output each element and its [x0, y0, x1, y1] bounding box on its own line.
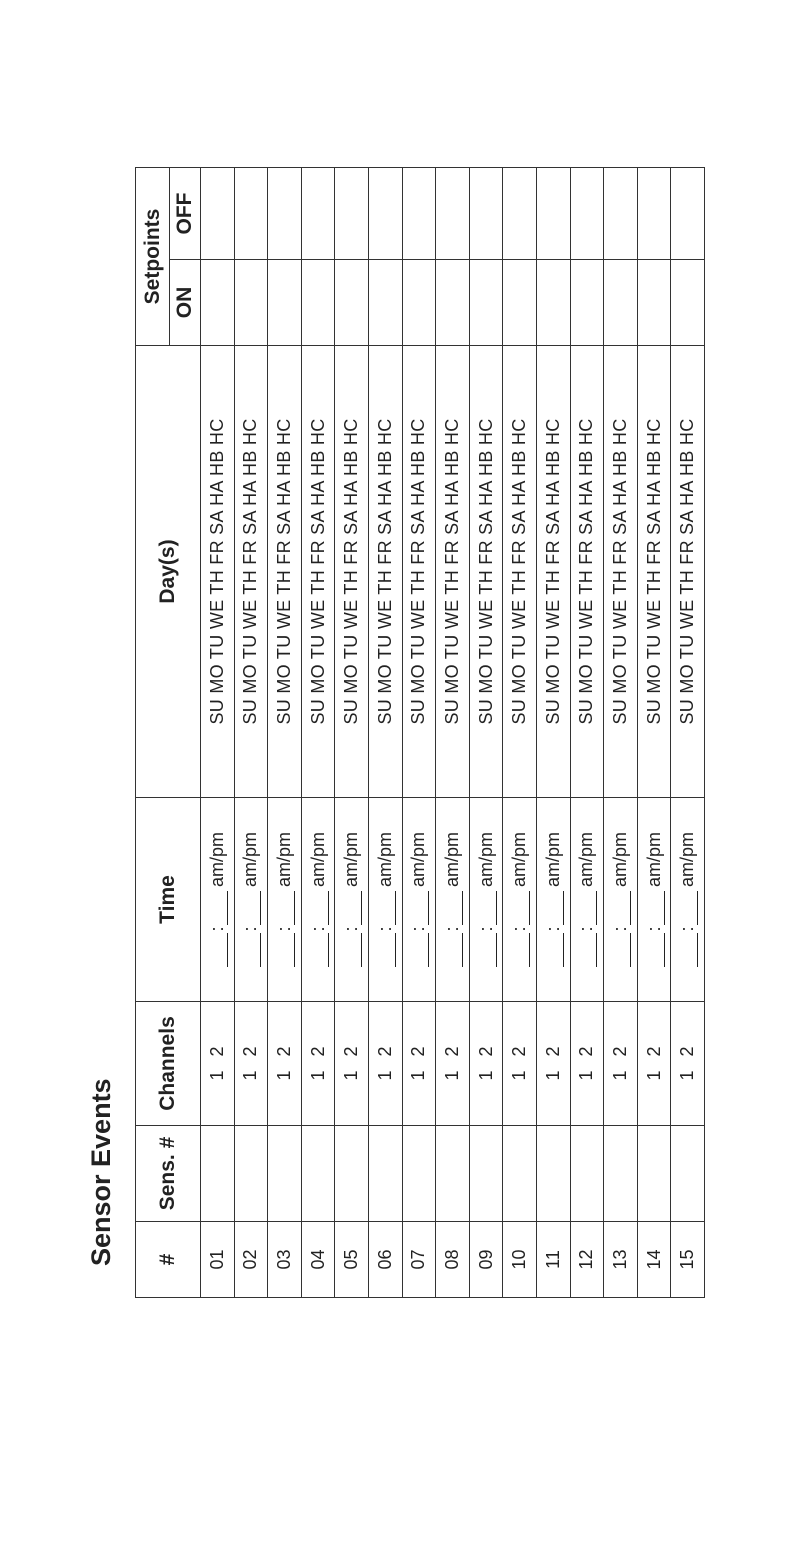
- row-number: 12: [570, 1222, 604, 1298]
- sensor-number-field[interactable]: [570, 1126, 604, 1222]
- table-row: [604, 167, 638, 1297]
- row-number: 07: [402, 1222, 436, 1298]
- setpoint-on-field[interactable]: [671, 260, 705, 346]
- channels-cell: [436, 1002, 470, 1126]
- table-row: [570, 167, 604, 1297]
- sensor-number-field[interactable]: [604, 1126, 638, 1222]
- row-number: 04: [301, 1222, 335, 1298]
- table-row: [368, 167, 402, 1297]
- table-row: [469, 167, 503, 1297]
- setpoint-on-field[interactable]: [201, 260, 235, 346]
- time-separator: :: [374, 926, 395, 932]
- time-separator: :: [643, 926, 664, 932]
- channel-2-option[interactable]: 2: [609, 1046, 630, 1057]
- channel-2-option[interactable]: 2: [441, 1046, 462, 1057]
- time-minute-field[interactable]: [480, 891, 497, 925]
- channel-1-option[interactable]: 1: [542, 1070, 563, 1081]
- channel-1-option[interactable]: 1: [475, 1070, 496, 1081]
- days-options[interactable]: SU MO TU WE TH FR SA HA HB HC: [301, 346, 335, 798]
- time-cell: [570, 798, 604, 1002]
- setpoint-off-field[interactable]: [335, 167, 369, 259]
- time-hour-field[interactable]: [648, 933, 665, 967]
- time-minute-field[interactable]: [412, 891, 429, 925]
- channel-2-option[interactable]: 2: [273, 1046, 294, 1057]
- channel-1-option[interactable]: 1: [240, 1070, 261, 1081]
- channels-cell: [335, 1002, 369, 1126]
- setpoint-off-field[interactable]: [469, 167, 503, 259]
- channel-1-option[interactable]: 1: [643, 1070, 664, 1081]
- time-ampm-label[interactable]: am/pm: [677, 832, 698, 888]
- time-cell: [637, 798, 671, 1002]
- sensor-number-field[interactable]: [234, 1126, 268, 1222]
- time-hour-field[interactable]: [547, 933, 564, 967]
- setpoint-off-field[interactable]: [436, 167, 470, 259]
- row-number: 06: [368, 1222, 402, 1298]
- time-cell: [335, 798, 369, 1002]
- channels-cell: [570, 1002, 604, 1126]
- setpoint-on-field[interactable]: [570, 260, 604, 346]
- channels-cell: [671, 1002, 705, 1126]
- setpoint-off-field[interactable]: [368, 167, 402, 259]
- time-minute-field[interactable]: [345, 891, 362, 925]
- sensor-number-field[interactable]: [503, 1126, 537, 1222]
- form-title: Sensor Events: [86, 1078, 116, 1266]
- days-options[interactable]: SU MO TU WE TH FR SA HA HB HC: [503, 346, 537, 798]
- time-minute-field[interactable]: [312, 891, 329, 925]
- time-separator: :: [542, 926, 563, 932]
- setpoint-off-field[interactable]: [503, 167, 537, 259]
- time-separator: :: [240, 926, 261, 932]
- table-row: [536, 167, 570, 1297]
- time-cell: [469, 798, 503, 1002]
- channels-cell: [469, 1002, 503, 1126]
- time-separator: :: [408, 926, 429, 932]
- time-cell: [368, 798, 402, 1002]
- time-ampm-label[interactable]: am/pm: [240, 832, 261, 888]
- time-minute-field[interactable]: [648, 891, 665, 925]
- time-cell: [201, 798, 235, 1002]
- time-separator: :: [341, 926, 362, 932]
- time-minute-field[interactable]: [547, 891, 564, 925]
- channels-cell: [503, 1002, 537, 1126]
- time-hour-field[interactable]: [244, 933, 261, 967]
- setpoint-on-field[interactable]: [637, 260, 671, 346]
- days-options[interactable]: SU MO TU WE TH FR SA HA HB HC: [536, 346, 570, 798]
- setpoint-off-field[interactable]: [301, 167, 335, 259]
- sensor-number-field[interactable]: [201, 1126, 235, 1222]
- setpoint-on-field[interactable]: [368, 260, 402, 346]
- time-cell: [671, 798, 705, 1002]
- time-cell: [436, 798, 470, 1002]
- table-row: [436, 167, 470, 1297]
- time-hour-field[interactable]: [379, 933, 396, 967]
- time-minute-field[interactable]: [244, 891, 261, 925]
- sensor-events-table: [135, 167, 705, 1298]
- sensor-number-field[interactable]: [268, 1126, 302, 1222]
- setpoint-off-field[interactable]: [604, 167, 638, 259]
- channel-1-option[interactable]: 1: [206, 1070, 227, 1081]
- time-separator: :: [307, 926, 328, 932]
- channels-cell: [201, 1002, 235, 1126]
- time-cell: [234, 798, 268, 1002]
- setpoint-on-field[interactable]: [469, 260, 503, 346]
- channel-1-option[interactable]: 1: [576, 1070, 597, 1081]
- time-minute-field[interactable]: [580, 891, 597, 925]
- time-ampm-label[interactable]: am/pm: [475, 832, 496, 888]
- days-options[interactable]: SU MO TU WE TH FR SA HA HB HC: [201, 346, 235, 798]
- setpoint-on-field[interactable]: [335, 260, 369, 346]
- channel-1-option[interactable]: 1: [408, 1070, 429, 1081]
- time-cell: [402, 798, 436, 1002]
- time-separator: :: [677, 926, 698, 932]
- header-time: Time: [136, 798, 201, 1002]
- row-number: 13: [604, 1222, 638, 1298]
- channel-1-option[interactable]: 1: [273, 1070, 294, 1081]
- channels-cell: [234, 1002, 268, 1126]
- time-minute-field[interactable]: [513, 891, 530, 925]
- days-options[interactable]: SU MO TU WE TH FR SA HA HB HC: [268, 346, 302, 798]
- sensor-number-field[interactable]: [368, 1126, 402, 1222]
- setpoint-on-field[interactable]: [536, 260, 570, 346]
- row-number: 01: [201, 1222, 235, 1298]
- setpoint-off-field[interactable]: [234, 167, 268, 259]
- setpoint-on-field[interactable]: [268, 260, 302, 346]
- header-channels: Channels: [136, 1002, 201, 1126]
- row-number: 03: [268, 1222, 302, 1298]
- sensor-number-field[interactable]: [671, 1126, 705, 1222]
- header-setpoint-off: OFF: [170, 167, 201, 259]
- sensor-number-field[interactable]: [536, 1126, 570, 1222]
- days-options[interactable]: SU MO TU WE TH FR SA HA HB HC: [234, 346, 268, 798]
- time-separator: :: [441, 926, 462, 932]
- time-ampm-label[interactable]: am/pm: [273, 832, 294, 888]
- days-options[interactable]: SU MO TU WE TH FR SA HA HB HC: [436, 346, 470, 798]
- channel-2-option[interactable]: 2: [341, 1046, 362, 1057]
- setpoint-on-field[interactable]: [503, 260, 537, 346]
- channels-cell: [604, 1002, 638, 1126]
- days-options[interactable]: SU MO TU WE TH FR SA HA HB HC: [671, 346, 705, 798]
- time-hour-field[interactable]: [446, 933, 463, 967]
- time-hour-field[interactable]: [513, 933, 530, 967]
- time-minute-field[interactable]: [379, 891, 396, 925]
- setpoint-on-field[interactable]: [402, 260, 436, 346]
- table-row: [335, 167, 369, 1297]
- time-cell: [301, 798, 335, 1002]
- time-cell: [604, 798, 638, 1002]
- time-ampm-label[interactable]: am/pm: [643, 832, 664, 888]
- row-number: 09: [469, 1222, 503, 1298]
- channel-2-option[interactable]: 2: [408, 1046, 429, 1057]
- channel-2-option[interactable]: 2: [576, 1046, 597, 1057]
- days-options[interactable]: SU MO TU WE TH FR SA HA HB HC: [368, 346, 402, 798]
- channel-1-option[interactable]: 1: [677, 1070, 698, 1081]
- channels-cell: [368, 1002, 402, 1126]
- channel-2-option[interactable]: 2: [542, 1046, 563, 1057]
- setpoint-on-field[interactable]: [604, 260, 638, 346]
- time-separator: :: [576, 926, 597, 932]
- header-days: Day(s): [136, 346, 201, 798]
- time-hour-field[interactable]: [345, 933, 362, 967]
- time-minute-field[interactable]: [681, 891, 698, 925]
- sensor-number-field[interactable]: [402, 1126, 436, 1222]
- sensor-number-field[interactable]: [436, 1126, 470, 1222]
- channel-1-option[interactable]: 1: [609, 1070, 630, 1081]
- channel-2-option[interactable]: 2: [475, 1046, 496, 1057]
- setpoint-off-field[interactable]: [671, 167, 705, 259]
- days-options[interactable]: SU MO TU WE TH FR SA HA HB HC: [335, 346, 369, 798]
- table-row: [637, 167, 671, 1297]
- time-separator: :: [609, 926, 630, 932]
- time-cell: [268, 798, 302, 1002]
- time-hour-field[interactable]: [312, 933, 329, 967]
- sensor-number-field[interactable]: [301, 1126, 335, 1222]
- time-hour-field[interactable]: [412, 933, 429, 967]
- channel-2-option[interactable]: 2: [206, 1046, 227, 1057]
- days-options[interactable]: SU MO TU WE TH FR SA HA HB HC: [637, 346, 671, 798]
- time-minute-field[interactable]: [446, 891, 463, 925]
- table-body: [201, 167, 705, 1297]
- table-row: [268, 167, 302, 1297]
- header-setpoint-on: ON: [170, 260, 201, 346]
- time-ampm-label[interactable]: am/pm: [206, 832, 227, 888]
- time-ampm-label[interactable]: am/pm: [341, 832, 362, 888]
- time-cell: [536, 798, 570, 1002]
- channels-cell: [268, 1002, 302, 1126]
- setpoint-on-field[interactable]: [436, 260, 470, 346]
- time-hour-field[interactable]: [580, 933, 597, 967]
- time-ampm-label[interactable]: am/pm: [374, 832, 395, 888]
- header-event-number: #: [136, 1222, 201, 1298]
- channel-1-option[interactable]: 1: [374, 1070, 395, 1081]
- time-hour-field[interactable]: [681, 933, 698, 967]
- table-row: [201, 167, 235, 1297]
- time-separator: :: [509, 926, 530, 932]
- channels-cell: [402, 1002, 436, 1126]
- time-separator: :: [475, 926, 496, 932]
- header-setpoints: Setpoints: [136, 167, 170, 345]
- time-ampm-label[interactable]: am/pm: [509, 832, 530, 888]
- table-row: [402, 167, 436, 1297]
- header-sensor-number: Sens. #: [136, 1126, 201, 1222]
- channels-cell: [637, 1002, 671, 1126]
- table-row: [234, 167, 268, 1297]
- time-ampm-label[interactable]: am/pm: [408, 832, 429, 888]
- time-ampm-label[interactable]: am/pm: [441, 832, 462, 888]
- setpoint-on-field[interactable]: [234, 260, 268, 346]
- time-cell: [503, 798, 537, 1002]
- sensor-number-field[interactable]: [469, 1126, 503, 1222]
- row-number: 15: [671, 1222, 705, 1298]
- time-minute-field[interactable]: [211, 891, 228, 925]
- table-row: [671, 167, 705, 1297]
- row-number: 10: [503, 1222, 537, 1298]
- channels-cell: [301, 1002, 335, 1126]
- row-number: 08: [436, 1222, 470, 1298]
- channel-1-option[interactable]: 1: [509, 1070, 530, 1081]
- setpoint-off-field[interactable]: [570, 167, 604, 259]
- time-ampm-label[interactable]: am/pm: [576, 832, 597, 888]
- time-ampm-label[interactable]: am/pm: [609, 832, 630, 888]
- days-options[interactable]: SU MO TU WE TH FR SA HA HB HC: [570, 346, 604, 798]
- row-number: 05: [335, 1222, 369, 1298]
- row-number: 11: [536, 1222, 570, 1298]
- row-number: 02: [234, 1222, 268, 1298]
- channel-1-option[interactable]: 1: [341, 1070, 362, 1081]
- sensor-number-field[interactable]: [335, 1126, 369, 1222]
- time-minute-field[interactable]: [278, 891, 295, 925]
- time-separator: :: [273, 926, 294, 932]
- row-number: 14: [637, 1222, 671, 1298]
- channel-2-option[interactable]: 2: [677, 1046, 698, 1057]
- days-options[interactable]: SU MO TU WE TH FR SA HA HB HC: [604, 346, 638, 798]
- channel-1-option[interactable]: 1: [441, 1070, 462, 1081]
- channel-2-option[interactable]: 2: [240, 1046, 261, 1057]
- channel-2-option[interactable]: 2: [374, 1046, 395, 1057]
- time-hour-field[interactable]: [278, 933, 295, 967]
- channel-2-option[interactable]: 2: [509, 1046, 530, 1057]
- sensor-number-field[interactable]: [637, 1126, 671, 1222]
- setpoint-on-field[interactable]: [301, 260, 335, 346]
- setpoint-off-field[interactable]: [536, 167, 570, 259]
- table-row: [503, 167, 537, 1297]
- channel-1-option[interactable]: 1: [307, 1070, 328, 1081]
- table-row: [301, 167, 335, 1297]
- days-options[interactable]: SU MO TU WE TH FR SA HA HB HC: [469, 346, 503, 798]
- days-options[interactable]: SU MO TU WE TH FR SA HA HB HC: [402, 346, 436, 798]
- time-hour-field[interactable]: [211, 933, 228, 967]
- setpoint-off-field[interactable]: [402, 167, 436, 259]
- channel-2-option[interactable]: 2: [307, 1046, 328, 1057]
- time-hour-field[interactable]: [480, 933, 497, 967]
- time-ampm-label[interactable]: am/pm: [307, 832, 328, 888]
- time-separator: :: [206, 926, 227, 932]
- time-hour-field[interactable]: [614, 933, 631, 967]
- channel-2-option[interactable]: 2: [643, 1046, 664, 1057]
- channels-cell: [536, 1002, 570, 1126]
- setpoint-off-field[interactable]: [201, 167, 235, 259]
- setpoint-off-field[interactable]: [268, 167, 302, 259]
- time-minute-field[interactable]: [614, 891, 631, 925]
- setpoint-off-field[interactable]: [637, 167, 671, 259]
- time-ampm-label[interactable]: am/pm: [542, 832, 563, 888]
